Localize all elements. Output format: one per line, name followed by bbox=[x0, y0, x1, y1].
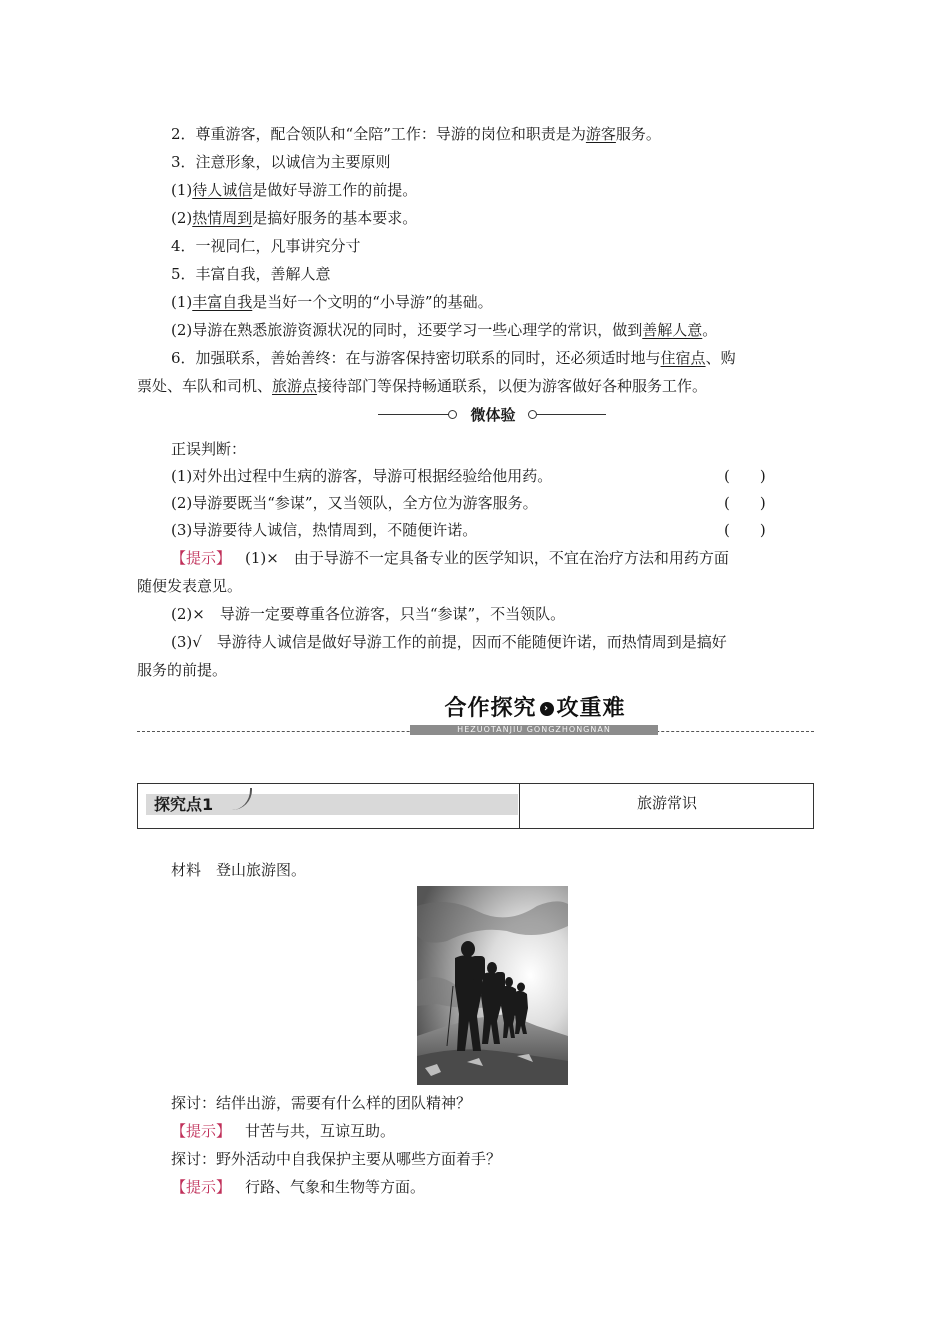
hint-answer-1-cont: 随便发表意见。 bbox=[137, 577, 243, 595]
item-5-1: (1)丰富自我是当好一个文明的“小导游”的基础。 bbox=[171, 293, 493, 311]
hint-answer-1: 【提示】 (1)× 由于导游不一定具备专业的医学知识，不宜在治疗方法和用药方面 bbox=[171, 549, 729, 567]
explore-point-topic: 旅游常识 bbox=[636, 794, 697, 812]
question-2: (2)导游要既当“参谋”，又当领队，全方位为游客服务。 bbox=[171, 494, 538, 512]
divider-dot-left bbox=[448, 410, 457, 419]
section-banner bbox=[410, 694, 660, 740]
item-4: 4．一视同仁，凡事讲究分寸 bbox=[171, 237, 361, 255]
item-3-1: (1)待人诚信是做好导游工作的前提。 bbox=[171, 181, 418, 199]
divider-rule-left bbox=[378, 414, 450, 415]
item-5: 5．丰富自我，善解人意 bbox=[171, 265, 331, 283]
item-6-line-2: 票处、车队和司机、旅游点接待部门等保持畅通联系，以便为游客做好各种服务工作。 bbox=[137, 377, 708, 395]
explore-point-tag: 探究点1 bbox=[154, 795, 214, 814]
section-banner-title: 合作探究 › 攻重难 bbox=[444, 696, 626, 721]
judge-heading: 正误判断： bbox=[171, 440, 247, 458]
item-5-2: (2)导游在熟悉旅游资源状况的同时，还要学习一些心理学的常识，做到善解人意。 bbox=[171, 321, 718, 339]
answer-blank-2: ( ) bbox=[724, 494, 766, 512]
arrow-circle-icon: › bbox=[540, 702, 554, 716]
hint-label: 【提示】 bbox=[171, 1178, 232, 1196]
weitiyan-divider bbox=[378, 404, 606, 426]
question-1: (1)对外出过程中生病的游客，导游可根据经验给他用药。 bbox=[171, 467, 553, 485]
section-banner-subtitle: HEZUOTANJIU GONGZHONGNAN bbox=[410, 725, 658, 735]
material-caption: 材料 登山旅游图。 bbox=[171, 861, 307, 879]
answer-blank-1: ( ) bbox=[724, 467, 766, 485]
hint-label: 【提示】 bbox=[171, 549, 232, 567]
question-3: (3)导游要待人诚信，热情周到，不随便许诺。 bbox=[171, 521, 478, 539]
explore-point-table bbox=[137, 783, 814, 829]
divider-dot-right bbox=[528, 410, 537, 419]
divider-rule-right bbox=[537, 414, 606, 415]
hint-answer-3-cont: 服务的前提。 bbox=[137, 661, 228, 679]
discussion-question-1: 探讨：结伴出游，需要有什么样的团队精神？ bbox=[171, 1094, 472, 1112]
discussion-answer-2: 【提示】 行路、气象和生物等方面。 bbox=[171, 1178, 426, 1196]
hint-answer-2: (2)× 导游一定要尊重各位游客，只当“参谋”，不当领队。 bbox=[171, 605, 566, 623]
weitiyan-title: 微体验 bbox=[470, 406, 516, 424]
hint-label: 【提示】 bbox=[171, 1122, 232, 1140]
discussion-question-2: 探讨：野外活动中自我保护主要从哪些方面着手？ bbox=[171, 1150, 502, 1168]
item-3-2: (2)热情周到是搞好服务的基本要求。 bbox=[171, 209, 418, 227]
hiking-photo bbox=[417, 886, 568, 1085]
item-3: 3．注意形象，以诚信为主要原则 bbox=[171, 153, 391, 171]
item-6-line-1: 6．加强联系，善始善终：在与游客保持密切联系的同时，还必须适时地与住宿点、购 bbox=[171, 349, 736, 367]
answer-blank-3: ( ) bbox=[724, 521, 766, 539]
item-2: 2．尊重游客，配合领队和“全陪”工作：导游的岗位和职责是为游客服务。 bbox=[171, 125, 661, 143]
hint-answer-3: (3)√ 导游待人诚信是做好导游工作的前提，因而不能随便许诺，而热情周到是搞好 bbox=[171, 633, 727, 651]
discussion-answer-1: 【提示】 甘苦与共，互谅互助。 bbox=[171, 1122, 396, 1140]
